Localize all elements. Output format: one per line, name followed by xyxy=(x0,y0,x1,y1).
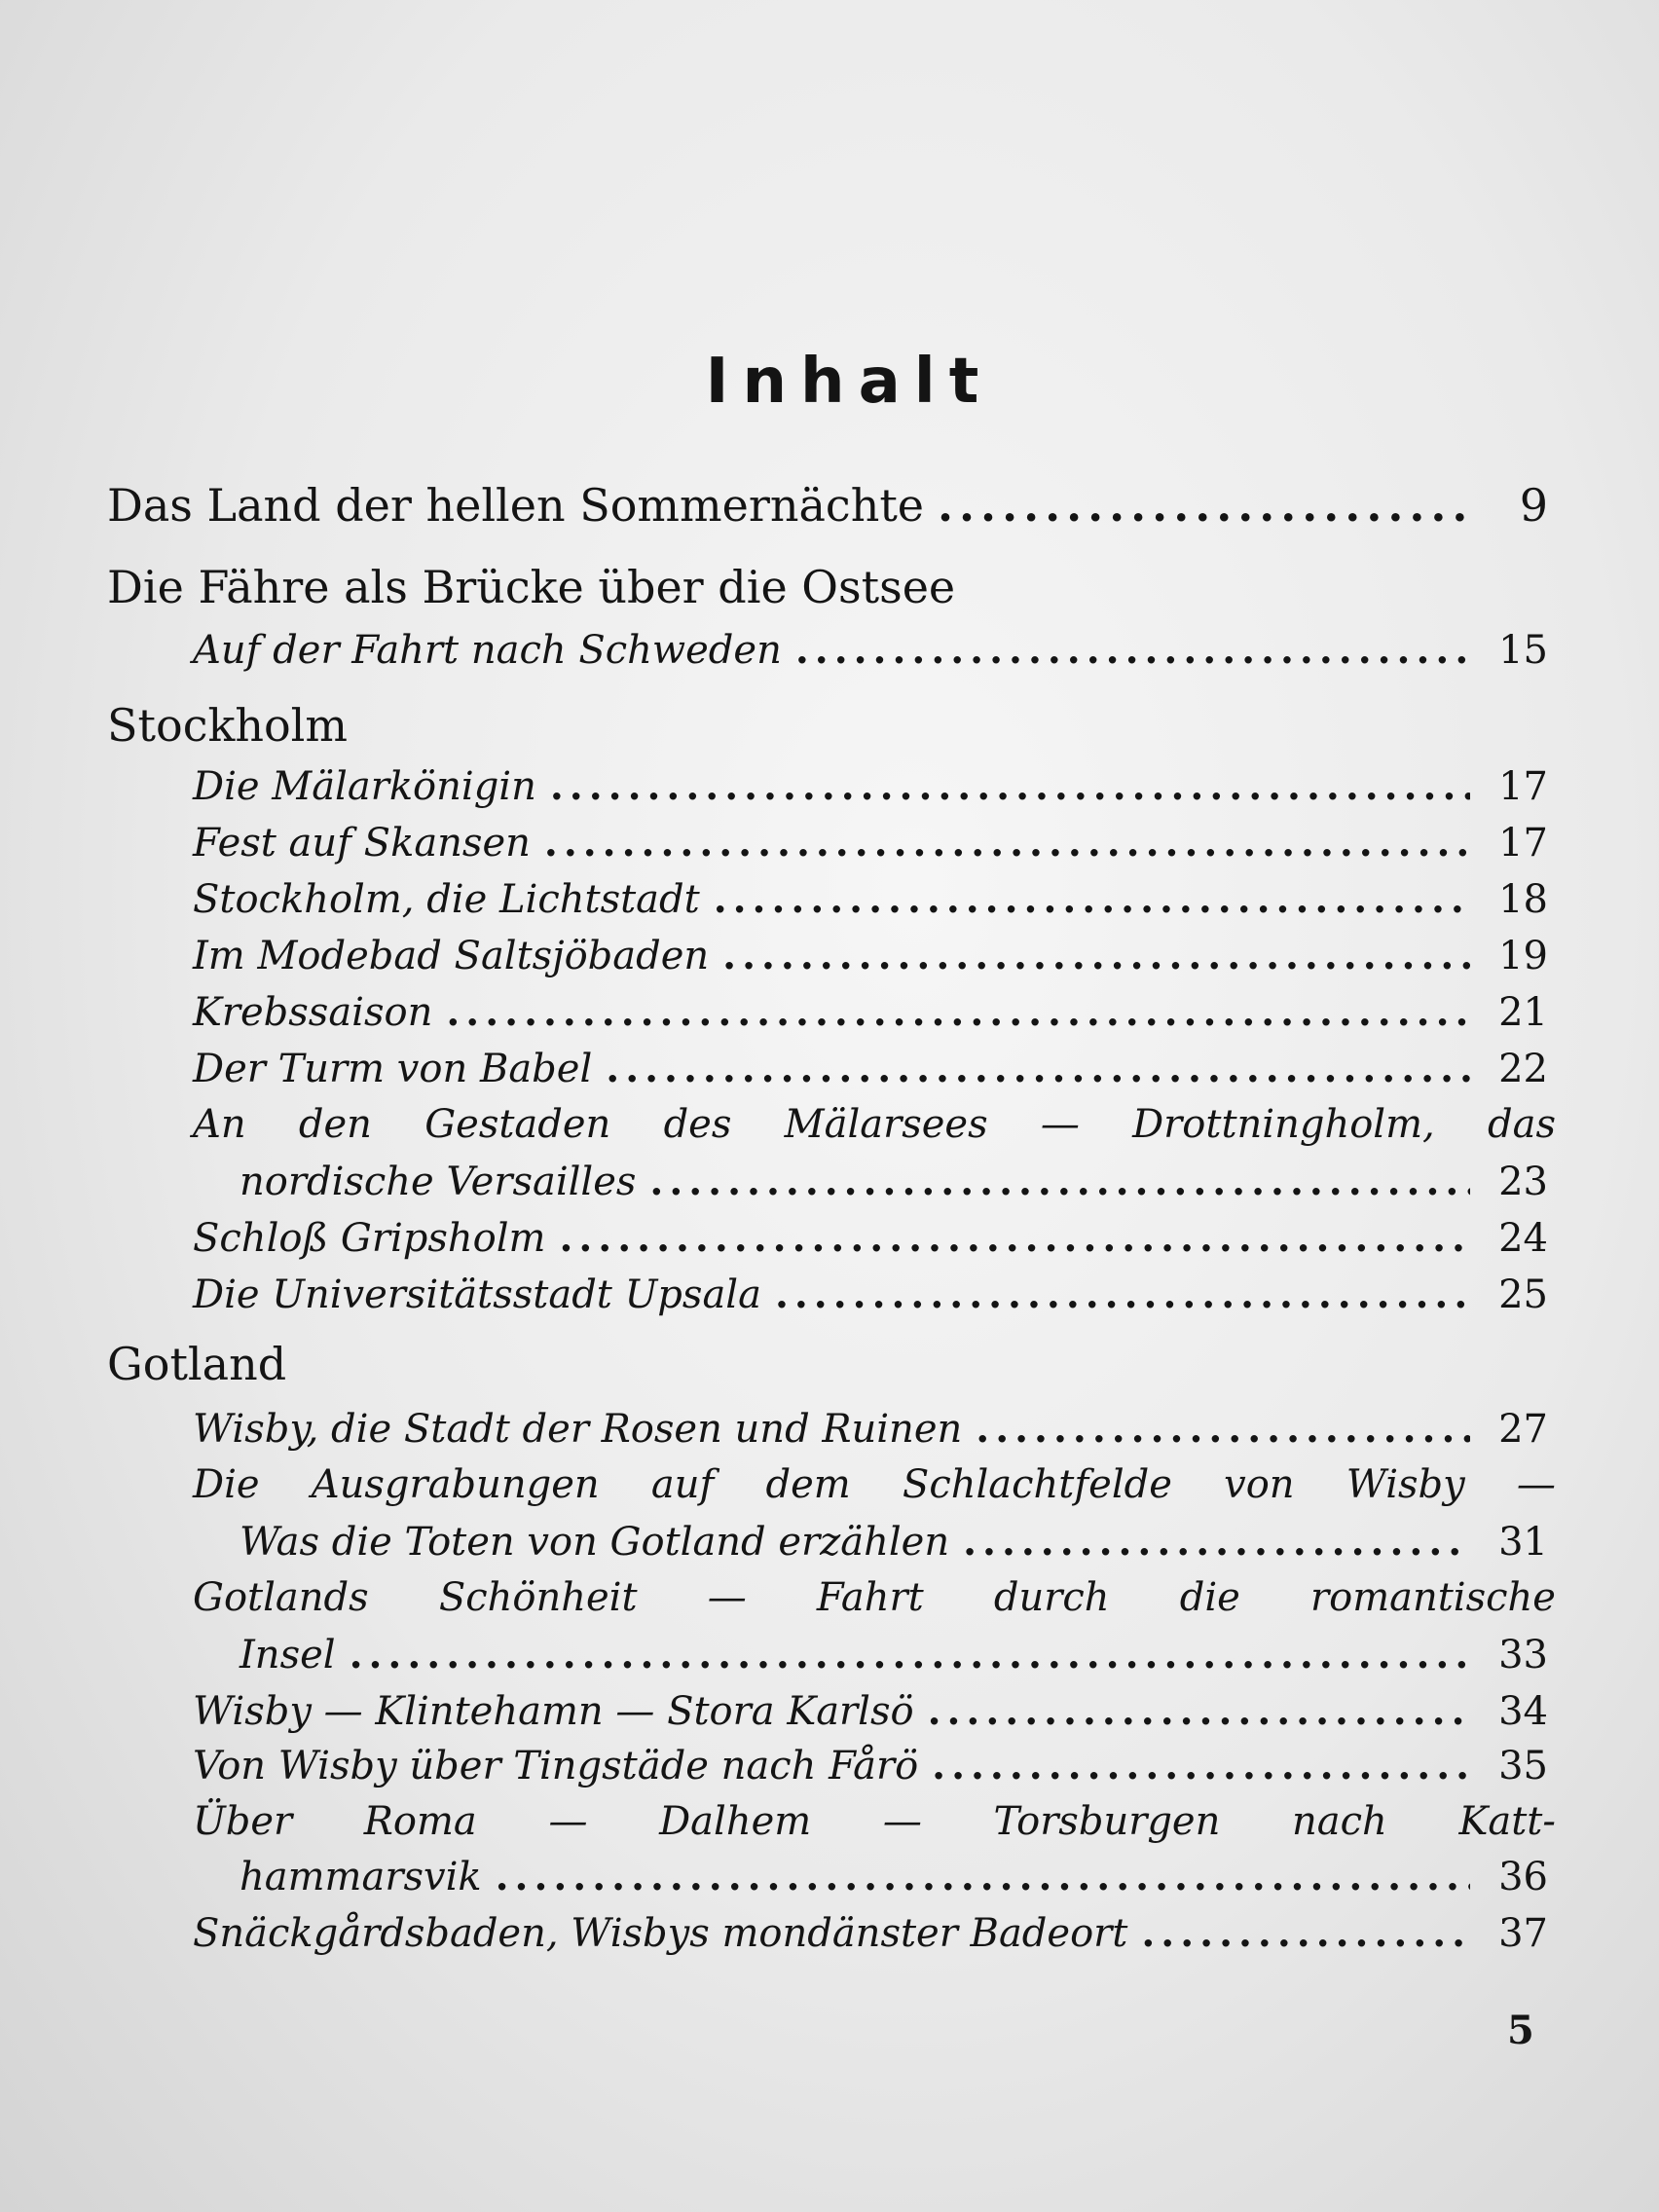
toc-page-number: 34 xyxy=(1498,1689,1548,1734)
toc-leader-dots xyxy=(976,1406,1470,1452)
toc-word: Wisby xyxy=(1346,1462,1465,1507)
toc-leader-dots xyxy=(928,1688,1470,1734)
toc-word: Torsburgen xyxy=(993,1799,1221,1844)
toc-leader-dots xyxy=(963,1519,1470,1565)
toc-word: Über xyxy=(193,1799,293,1844)
toc-leader-dots xyxy=(606,1046,1470,1091)
toc-word: Die xyxy=(193,1462,260,1507)
toc-entry-title: Das Land der hellen Sommernächte xyxy=(107,479,925,532)
toc-entry xyxy=(107,876,1548,931)
toc-leader-dots xyxy=(446,989,1470,1035)
toc-leader-dots xyxy=(559,1215,1470,1261)
toc-page-number: 24 xyxy=(1498,1216,1548,1261)
toc-entry-title: Fest auf Skansen xyxy=(193,821,531,866)
toc-word: dem xyxy=(765,1462,851,1507)
toc-word: Mälarsees xyxy=(784,1102,988,1147)
toc-leader-dots xyxy=(714,876,1470,922)
toc-word: den xyxy=(298,1102,372,1147)
toc-leader-dots xyxy=(795,627,1470,673)
toc-entry-title: Auf der Fahrt nach Schweden xyxy=(193,628,782,673)
toc-entry-title: Wisby, die Stadt der Rosen und Ruinen xyxy=(193,1407,963,1452)
toc-word: die xyxy=(1179,1575,1240,1620)
toc-word: Ausgrabungen xyxy=(311,1462,600,1507)
toc-word: — xyxy=(548,1799,588,1844)
toc-page-number: 36 xyxy=(1498,1855,1548,1899)
toc-page-number: 17 xyxy=(1498,821,1548,866)
toc-entry-first-line xyxy=(193,1799,1556,1844)
toc-page-number: 31 xyxy=(1498,1520,1548,1565)
toc-leader-dots xyxy=(496,1854,1470,1899)
toc-entry-title: Die Universitätsstadt Upsala xyxy=(193,1272,761,1317)
toc-entry-title: Wisby — Klintehamn — Stora Karlsö xyxy=(193,1689,914,1734)
toc-word: des xyxy=(663,1102,732,1147)
page-title: Inhalt xyxy=(705,346,993,418)
toc-entry-title: Was die Toten von Gotland erzählen xyxy=(240,1520,950,1565)
toc-section-heading: Die Fähre als Brücke über die Ostsee xyxy=(107,561,956,613)
toc-word: — xyxy=(1040,1102,1080,1147)
toc-entry-title: Von Wisby über Tingstäde nach Fårö xyxy=(193,1744,919,1788)
toc-word: das xyxy=(1487,1102,1556,1147)
toc-page-number: 23 xyxy=(1498,1160,1548,1204)
toc-word: von xyxy=(1224,1462,1295,1507)
toc-entry-first-line xyxy=(193,1575,1556,1620)
toc-word: Gotlands xyxy=(193,1575,369,1620)
toc-page-number: 27 xyxy=(1498,1407,1548,1452)
toc-section-heading: Stockholm xyxy=(107,699,348,752)
toc-entry xyxy=(107,1743,1548,1797)
toc-word: romantische xyxy=(1309,1575,1556,1620)
toc-page-number: 19 xyxy=(1498,934,1548,978)
toc-entry xyxy=(107,820,1548,874)
toc-entry xyxy=(107,1406,1548,1460)
toc-page-number: 15 xyxy=(1498,628,1548,673)
toc-entry xyxy=(107,1854,1548,1908)
toc-entry-main xyxy=(107,479,1548,534)
toc-leader-dots xyxy=(775,1272,1470,1317)
toc-entry-title: Der Turm von Babel xyxy=(193,1047,593,1091)
toc-word: auf xyxy=(650,1462,715,1507)
toc-word: durch xyxy=(993,1575,1110,1620)
toc-word: Schönheit xyxy=(438,1575,638,1620)
toc-entry xyxy=(107,763,1548,818)
toc-entry xyxy=(107,1632,1548,1686)
toc-leader-dots xyxy=(544,820,1470,866)
toc-leader-dots xyxy=(938,479,1470,532)
toc-page-number: 18 xyxy=(1498,877,1548,922)
toc-word: — xyxy=(882,1799,922,1844)
toc-entry xyxy=(107,1519,1548,1573)
toc-word: Fahrt xyxy=(816,1575,924,1620)
toc-entry xyxy=(107,1159,1548,1213)
toc-entry-title: Krebssaison xyxy=(193,990,433,1035)
toc-word: Schlachtfelde xyxy=(902,1462,1172,1507)
toc-entry xyxy=(107,1272,1548,1326)
toc-page-number: 22 xyxy=(1498,1047,1548,1091)
toc-entry xyxy=(107,933,1548,987)
toc-entry-title: hammarsvik xyxy=(240,1855,482,1899)
toc-entry xyxy=(107,1688,1548,1743)
toc-entry xyxy=(107,1046,1548,1100)
toc-page-number: 25 xyxy=(1498,1272,1548,1317)
toc-word: Dalhem xyxy=(659,1799,812,1844)
toc-entry-title: Snäckgårdsbaden, Wisbys mondänster Badeort xyxy=(193,1911,1128,1956)
toc-word: An xyxy=(193,1102,246,1147)
toc-page-number: 35 xyxy=(1498,1744,1548,1788)
toc-leader-dots xyxy=(649,1159,1470,1204)
toc-page-number: 37 xyxy=(1498,1911,1548,1956)
toc-entry-first-line xyxy=(193,1462,1556,1507)
toc-entry-title: Im Modebad Saltsjöbaden xyxy=(193,934,710,978)
toc-word: Katt- xyxy=(1458,1799,1556,1844)
toc-entry-title: Schloß Gripsholm xyxy=(193,1216,546,1261)
toc-leader-dots xyxy=(550,763,1470,809)
toc-section-heading: Gotland xyxy=(107,1338,287,1390)
toc-entry xyxy=(107,989,1548,1044)
toc-entry xyxy=(107,1910,1548,1965)
toc-word: — xyxy=(707,1575,747,1620)
toc-entry xyxy=(107,1215,1548,1270)
toc-word: Roma xyxy=(363,1799,477,1844)
toc-entry xyxy=(107,627,1548,682)
toc-entry-title: nordische Versailles xyxy=(240,1160,637,1204)
toc-entry-title: Stockholm, die Lichtstadt xyxy=(193,877,700,922)
toc-entry-first-line xyxy=(193,1102,1556,1147)
toc-word: — xyxy=(1516,1462,1556,1507)
toc-page-number: 17 xyxy=(1498,764,1548,809)
toc-entry-title: Die Mälarkönigin xyxy=(193,764,536,809)
toc-page-number: 9 xyxy=(1519,479,1548,532)
page-number-footer: 5 xyxy=(1507,2008,1534,2053)
toc-page-number: 21 xyxy=(1498,990,1548,1035)
toc-leader-dots xyxy=(1141,1910,1470,1956)
toc-page-number: 33 xyxy=(1498,1633,1548,1677)
toc-word: nach xyxy=(1292,1799,1387,1844)
toc-word: Drottningholm, xyxy=(1132,1102,1435,1147)
toc-leader-dots xyxy=(350,1632,1470,1677)
toc-word: Gestaden xyxy=(424,1102,611,1147)
toc-entry-title: Insel xyxy=(240,1633,336,1677)
toc-leader-dots xyxy=(932,1743,1470,1788)
toc-leader-dots xyxy=(722,933,1470,978)
